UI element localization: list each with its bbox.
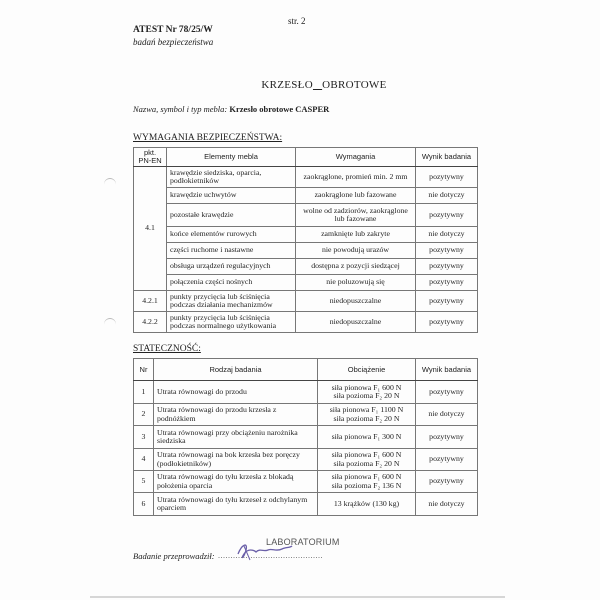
table-row <box>134 204 478 227</box>
table-row <box>134 275 478 291</box>
safety-requirements-table <box>133 147 478 333</box>
header-result: Wynik badania <box>416 359 478 381</box>
nr-cell: 2 <box>134 404 154 426</box>
result-cell: pozytywny <box>416 471 478 493</box>
test-cell: Utrata równowagi do przodu krzesła z podnóżkiem <box>154 404 318 426</box>
load-line-2: siła pozioma F₂ 20 N <box>333 391 400 400</box>
table-header-row <box>134 359 478 381</box>
stability-table <box>133 358 478 516</box>
test-cell: Utrata równowagi na bok krzesła bez poręczy (podłokietników) <box>154 449 318 471</box>
table-row <box>134 227 478 243</box>
table-row <box>134 291 478 312</box>
header-nr: Nr <box>134 359 154 381</box>
element-cell: końce elementów rurowych <box>167 227 296 243</box>
test-cell: Utrata równowagi do przodu <box>154 381 318 404</box>
load-cell <box>318 471 416 493</box>
table-row <box>134 471 478 493</box>
load-cell <box>318 449 416 471</box>
nr-cell: 3 <box>134 426 154 449</box>
result-cell: pozytywny <box>416 426 478 449</box>
element-cell: punkty przycięcia lub ściśnięcia podczas działania mechanizmów <box>167 291 296 312</box>
result-cell: pozytywny <box>416 312 478 333</box>
requirement-cell: zaokrąglone, promień min. 2 mm <box>296 167 416 188</box>
load-cell <box>318 493 416 516</box>
table-row <box>134 381 478 404</box>
atest-subtitle: badań bezpieczeństwa <box>133 37 214 47</box>
load-line-1: siła pionowa F₁ 600 N <box>331 472 402 482</box>
table-header-row <box>134 148 478 167</box>
clause-cell: 4.2.2 <box>134 312 167 333</box>
table-row <box>134 188 478 204</box>
atest-number: ATEST Nr 78/25/W <box>133 25 213 35</box>
nr-cell: 5 <box>134 471 154 493</box>
load-line-2: siła pozioma F₂ 136 N <box>331 480 402 490</box>
table-row <box>134 259 478 275</box>
requirement-cell: niedopuszczalne <box>296 312 416 333</box>
requirement-cell: nie poluzowują się <box>296 275 416 291</box>
element-cell: krawędzie uchwytów <box>167 188 296 204</box>
table-row <box>134 167 478 188</box>
result-cell: pozytywny <box>416 259 478 275</box>
test-cell: Utrata równowagi przy obciążeniu narożnika siedziska <box>154 426 318 449</box>
result-cell: pozytywny <box>416 275 478 291</box>
title-word-2: OBROTOWE <box>322 79 387 91</box>
nr-cell: 4 <box>134 449 154 471</box>
signature-icon <box>230 540 300 562</box>
result-cell: pozytywny <box>416 291 478 312</box>
result-cell: pozytywny <box>416 167 478 188</box>
table-row <box>134 404 478 426</box>
element-cell: obsługa urządzeń regulacyjnych <box>167 259 296 275</box>
header-load: Obciążenie <box>318 359 416 381</box>
header-requirement: Wymagania <box>296 148 416 167</box>
result-cell: pozytywny <box>416 243 478 259</box>
load-line-1: siła pionowa F₁ 300 N <box>331 431 402 441</box>
safety-section-title: WYMAGANIA BEZPIECZEŃSTWA: <box>133 133 283 143</box>
furniture-name-label: Nazwa, symbol i typ mebla: <box>133 104 228 114</box>
load-line-1: 13 krążków (130 kg) <box>333 498 400 508</box>
requirement-cell: niedopuszczalne <box>296 291 416 312</box>
signature-dots: .......................................... <box>218 551 323 560</box>
table-row <box>134 312 478 333</box>
element-cell: części ruchome i nastawne <box>167 243 296 259</box>
clause-cell: 4.1 <box>134 167 167 291</box>
element-cell: pozostałe krawędzie <box>167 204 296 227</box>
element-cell: krawędzie siedziska, oparcia, podłokietników <box>167 167 296 188</box>
furniture-name-line <box>133 104 329 114</box>
load-line-1: siła pionowa F₁ 600 N <box>331 382 402 392</box>
load-cell <box>318 404 416 426</box>
table-row <box>134 426 478 449</box>
load-line-2: siła pozioma F₂ 20 N <box>333 458 400 468</box>
header-clause: pkt. PN-EN <box>134 148 167 167</box>
punch-hole-icon <box>104 318 116 331</box>
nr-cell: 1 <box>134 381 154 404</box>
result-cell: pozytywny <box>416 449 478 471</box>
element-cell: połączenia części nośnych <box>167 275 296 291</box>
document-title <box>0 79 600 91</box>
laboratory-stamp: LABORATORIUM <box>266 537 340 547</box>
requirement-cell: zamknięte lub zakryte <box>296 227 416 243</box>
result-cell: pozytywny <box>416 381 478 404</box>
title-word-1: KRZESŁO <box>261 79 313 91</box>
element-cell: punkty przycięcia lub ściśnięcia podczas normalnego użytkowania <box>167 312 296 333</box>
requirement-cell: nie powodują urazów <box>296 243 416 259</box>
load-line-2: siła pozioma F₂ 20 N <box>333 413 400 423</box>
furniture-name-value: Krzesło obrotowe CASPER <box>229 104 330 114</box>
header-element: Elementy mebla <box>167 148 296 167</box>
requirement-cell: dostępna z pozycji siedzącej <box>296 259 416 275</box>
test-cell: Utrata równowagi do tyłu krzeseł z odchylanym oparciem <box>154 493 318 516</box>
clause-cell: 4.2.1 <box>134 291 167 312</box>
load-line-1: siła pionowa F₁ 1100 N <box>329 405 404 415</box>
test-cell: Utrata równowagi do tyłu krzesła z blokadą położenia oparcia <box>154 471 318 493</box>
table-row <box>134 449 478 471</box>
nr-cell: 6 <box>134 493 154 516</box>
page-number: str. 2 <box>288 16 306 26</box>
result-cell: nie dotyczy <box>416 404 478 426</box>
header-test: Rodzaj badania <box>154 359 318 381</box>
stability-section-title: STATECZNOŚĆ: <box>133 344 201 354</box>
table-row <box>134 493 478 516</box>
bottom-edge-divider <box>90 596 505 598</box>
result-cell: nie dotyczy <box>416 227 478 243</box>
result-cell: nie dotyczy <box>416 188 478 204</box>
punch-hole-icon <box>104 178 116 191</box>
load-cell <box>318 426 416 449</box>
load-cell <box>318 381 416 404</box>
requirement-cell: zaokrąglone lub fazowane <box>296 188 416 204</box>
load-line-1: siła pionowa F₁ 600 N <box>331 450 402 460</box>
header-result: Wynik badania <box>416 148 478 167</box>
table-row <box>134 243 478 259</box>
result-cell: nie dotyczy <box>416 493 478 516</box>
requirement-cell: wolne od zadziorów, zaokrąglone lub fazowane <box>296 204 416 227</box>
performed-by-label: Badanie przeprowadził: <box>133 551 215 561</box>
result-cell: pozytywny <box>416 204 478 227</box>
